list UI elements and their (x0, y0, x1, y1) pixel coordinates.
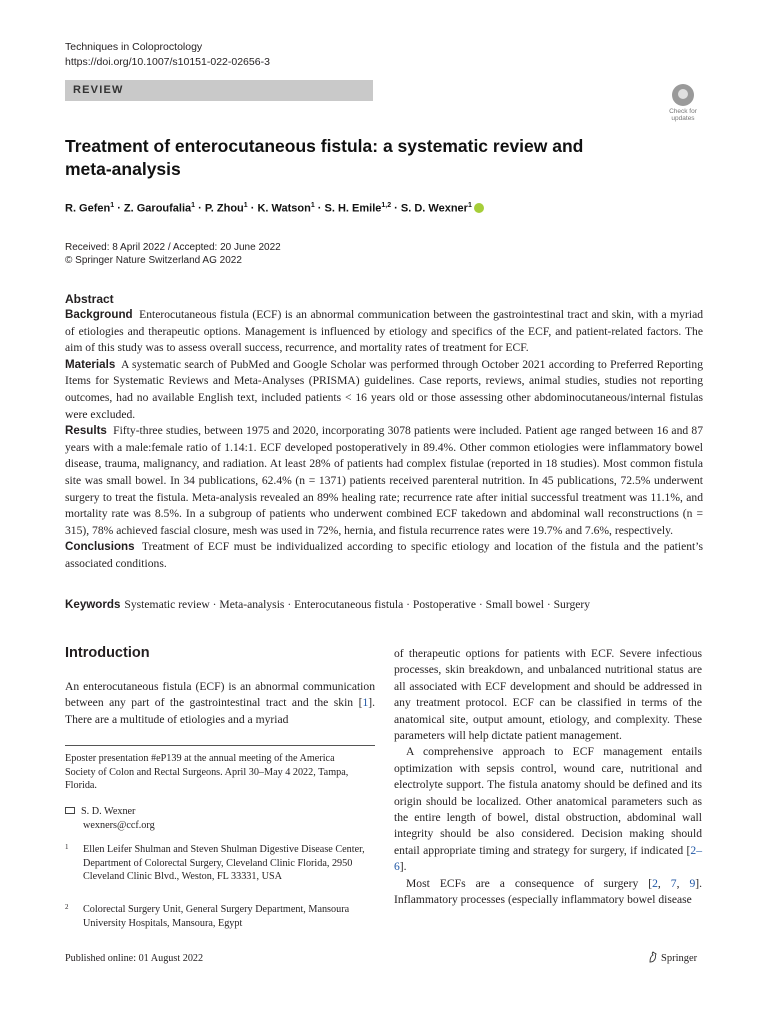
citation-link[interactable]: 7 (670, 876, 677, 890)
keywords-text: Systematic review · Meta-analysis · Enterocutaneous fistula · Postoperative · Small bowel · Surgery (124, 598, 591, 611)
crossmark-icon (672, 84, 694, 106)
intro-paragraph (65, 679, 375, 728)
affiliation-1 (65, 843, 365, 884)
journal-header (65, 40, 270, 70)
affiliation-2 (65, 903, 365, 930)
abstract-results (65, 423, 703, 539)
article-dates (65, 241, 281, 267)
abstract-background (65, 307, 703, 357)
intro-paragraph (394, 876, 702, 909)
doi-link[interactable]: https://doi.org/10.1007/s10151-022-02656-3 (65, 56, 270, 68)
text-run: A comprehensive approach to ECF management entails optimization with sepsis control, wound care, nutritional and electrolyte support. The fistula anatomy should be defined and its origin should be localized. Other anatomical parameters such as the entire length of bowel, distal obstruction, abdominal wall integrity should be also considered. Decision making should entail appropriate timing and strategy for surgery, if indicated [ (394, 745, 702, 857)
right-column (394, 646, 702, 909)
left-column (65, 644, 375, 728)
author-affil: 1 (467, 202, 472, 209)
article-title: Treatment of enterocutaneous fistula: a systematic review and meta-analysis (65, 136, 584, 179)
crossmark-line1: Check for (669, 108, 697, 115)
abstract-heading: Abstract (65, 292, 114, 306)
text-run: ]. There are a multitude of etiologies and a myriad (65, 696, 375, 726)
author-name[interactable]: Z. Garoufalia (123, 202, 192, 215)
article-type-bar: REVIEW (65, 80, 373, 101)
author-name[interactable]: S. D. Wexner (400, 202, 468, 215)
author-affil: 1 (243, 202, 248, 209)
intro-paragraph (394, 744, 702, 875)
citation-link[interactable]: 2–6 (394, 843, 702, 874)
citation-link[interactable]: 1 (362, 696, 369, 710)
text-run: , (676, 876, 690, 890)
conclusions-label: Conclusions (65, 540, 135, 554)
conclusions-text: Treatment of ECF must be individualized according to specific etiology and location of the fistula and the patient’s associated conditions. (65, 540, 703, 570)
abstract (65, 291, 703, 573)
contact-email[interactable]: wexners@ccf.org (83, 819, 155, 831)
footnote-eposter: Eposter presentation #eP139 at the annual meeting of the America Society of Colon and Rectal Surgeons. April 30–May 4 2022, Tampa, Florida. (65, 753, 349, 792)
affiliation-number: 2 (65, 903, 69, 911)
abstract-conclusions (65, 539, 703, 572)
affiliation-text: Colorectal Surgery Unit, General Surgery Department, Mansoura University Hospitals, Mansoura, Egypt (83, 904, 350, 929)
citation-link[interactable]: 2 (652, 876, 658, 890)
author-name[interactable]: S. H. Emile (324, 202, 382, 215)
corresponding-author (65, 805, 155, 832)
author-affil: 1,2 (381, 202, 392, 209)
crossmark-line2: updates (671, 115, 695, 122)
keywords-label: Keywords (65, 598, 121, 611)
text-run: Most ECFs are a consequence of surgery [ (406, 876, 653, 890)
orcid-icon[interactable] (474, 203, 484, 213)
author-affil: 1 (110, 202, 115, 209)
author-affil: 1 (191, 202, 196, 209)
affiliation-number: 1 (65, 843, 69, 851)
results-text: Fifty-three studies, between 1975 and 2020, incorporating 3078 patients were included. Patient age ranged between 16 and 87 years with a male:female ratio of 1.14:1. ECF developed postoperatively in 89.4%. Other common etiologies were inflammatory bowel disease, trauma, malignancy, and radiation. At least 28% of patients had complex fistulae (reported in 18 studies). Most common fistula site was small bowel. In 34 publications, 62.4% (n = 1371) patients received parenteral nutrition. In 45 publications, 72.5% underwent surgery to treat the fistula. Meta-analysis revealed an 89% healing rate; recurrence rate after initial successful treatment was 11.1%, and mortality rate was 8.5%. In a subgroup of patients who underwent combined ECF takedown and abdominal wall reconstructions (n = 315), 78% achieved fascial closure, mesh was used in 72%, hernia, and fistula recurrence rates were 19.7% and 7.6%, respectively. (65, 424, 703, 537)
author-list: R. Gefen$^1$ · Z. Garoufalia$^1$ · P. Zhou$^1$ · K. Watson$^1$ · S. H. Emile$^{1,2}$ · S. D. Wexner$^1$ (65, 202, 484, 215)
keywords (65, 598, 703, 611)
text-run: ]. (399, 860, 407, 874)
author-name[interactable]: K. Watson (257, 202, 311, 215)
background-text: Enterocutaneous fistula (ECF) is an abnormal communication between the gastrointestinal tract and skin, with a myriad of etiologies and therapeutic options. Management is influenced by etiology and specifics of the ECF, and patient-related factors. The aim of this study was to assess overall success, recurrence, and mortality rates of treatment for ECF. (65, 308, 704, 355)
text-run: , (657, 876, 671, 890)
author-name[interactable]: R. Gefen (65, 202, 111, 215)
envelope-icon (65, 807, 75, 814)
springer-horse-icon (648, 951, 658, 963)
journal-name: Techniques in Coloproctology (65, 41, 203, 53)
author-affil: 1 (310, 202, 315, 209)
background-label: Background (65, 308, 133, 321)
publisher-name: Springer (661, 953, 698, 964)
citation-link[interactable]: 9 (689, 876, 696, 890)
received-accepted: Received: 8 April 2022 / Accepted: 20 June 2022 (65, 242, 281, 253)
published-date: Published online: 01 August 2022 (65, 953, 204, 964)
footnote-divider (65, 745, 375, 746)
materials-text: A systematic search of PubMed and Google Scholar was performed through October 2021 according to Preferred Reporting Items for Systematic Reviews and Meta-Analyses (PRISMA) guidelines. Case reports, reviews, animal studies, studies not reporting outcomes, had no available English text, included patients < 16 years old or those assessing other abdominocutaneous/internal fistulas were excluded. (65, 357, 703, 421)
publisher-logo (648, 951, 697, 964)
author-name[interactable]: P. Zhou (204, 202, 244, 215)
section-heading-introduction: Introduction (65, 645, 150, 661)
affiliation-text: Ellen Leifer Shulman and Steven Shulman Digestive Disease Center, Department of Colorectal Surgery, Cleveland Clinic Florida, 2950 Cleveland Clinic Blvd., Weston, FL 33331, USA (83, 844, 365, 883)
crossmark-badge[interactable] (663, 84, 703, 124)
text-run: An enterocutaneous fistula (ECF) is an abnormal communication between any part of the gastrointestinal tract and the skin [ (65, 680, 375, 710)
intro-paragraph: of therapeutic options for patients with ECF. Severe infectious processes, skin breakdown, and unbalanced nutritional status are all associated with ECF development and should be addressed in any treatment protocol. ECF can be classified in terms of the anatomical site, output amount, etiology, and complexity. These parameters will help dictate patient management. (394, 647, 702, 743)
results-label: Results (65, 424, 107, 438)
text-run: ]. Inflammatory processes (especially inflammatory bowel disease (394, 876, 703, 907)
contact-name: S. D. Wexner (81, 806, 136, 817)
abstract-materials (65, 357, 703, 423)
materials-label: Materials (65, 357, 116, 371)
copyright: © Springer Nature Switzerland AG 2022 (65, 255, 242, 266)
